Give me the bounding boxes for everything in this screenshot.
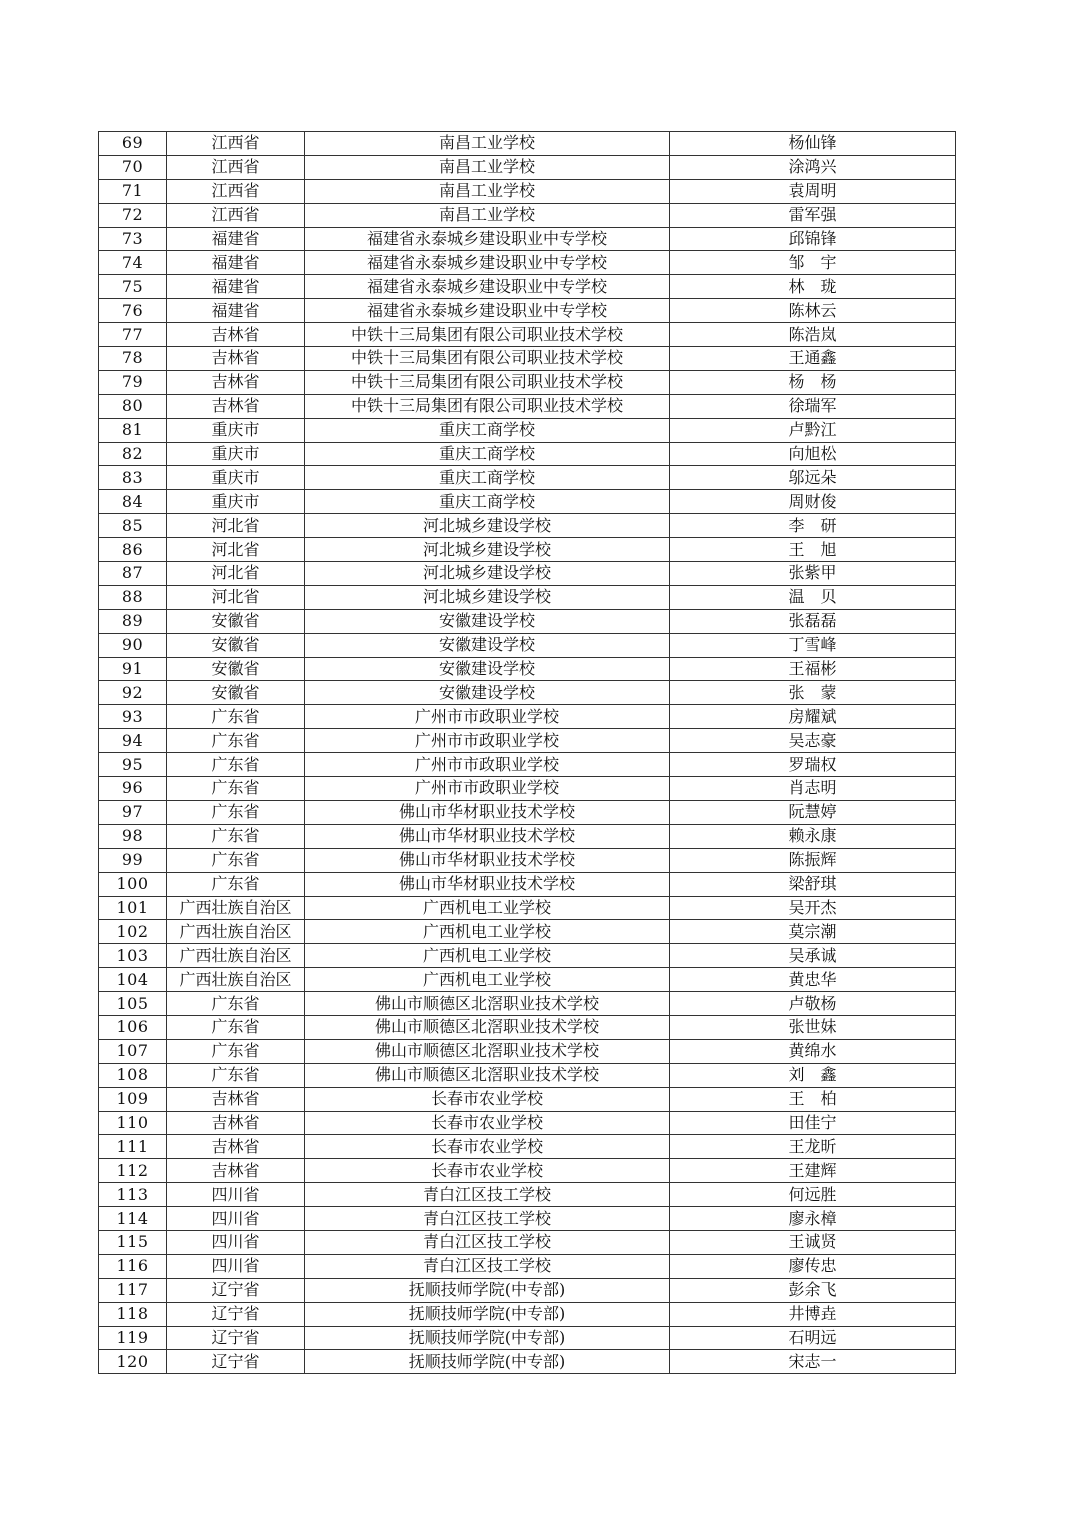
- table-row: [99, 1015, 956, 1039]
- table-row: [99, 944, 956, 968]
- school-cell: 福建省永泰城乡建设职业中专学校: [305, 275, 670, 299]
- table-row: [99, 1111, 956, 1135]
- student-name-cell: 田佳宁: [670, 1111, 956, 1135]
- row-number-cell: 84: [99, 490, 167, 514]
- row-number-cell: 80: [99, 394, 167, 418]
- province-cell: 广东省: [167, 729, 305, 753]
- table-row: [99, 1278, 956, 1302]
- table-row: [99, 347, 956, 371]
- province-cell: 广东省: [167, 1063, 305, 1087]
- province-cell: 辽宁省: [167, 1350, 305, 1374]
- school-cell: 中铁十三局集团有限公司职业技术学校: [305, 394, 670, 418]
- table-row: [99, 490, 956, 514]
- school-cell: 福建省永泰城乡建设职业中专学校: [305, 251, 670, 275]
- province-cell: 安徽省: [167, 657, 305, 681]
- province-cell: 福建省: [167, 275, 305, 299]
- table-row: [99, 394, 956, 418]
- student-name-cell: 周财俊: [670, 490, 956, 514]
- table-row: [99, 251, 956, 275]
- student-name-cell: 林 珑: [670, 275, 956, 299]
- student-name-cell: 廖永樟: [670, 1207, 956, 1231]
- table-row: [99, 753, 956, 777]
- province-cell: 吉林省: [167, 1111, 305, 1135]
- table-row: [99, 729, 956, 753]
- school-cell: 青白江区技工学校: [305, 1207, 670, 1231]
- row-number-cell: 103: [99, 944, 167, 968]
- school-cell: 抚顺技师学院(中专部): [305, 1302, 670, 1326]
- table-row: [99, 1350, 956, 1374]
- row-number-cell: 83: [99, 466, 167, 490]
- table-row: [99, 514, 956, 538]
- province-cell: 广东省: [167, 753, 305, 777]
- student-name-cell: 梁舒琪: [670, 872, 956, 896]
- province-cell: 安徽省: [167, 681, 305, 705]
- school-cell: 河北城乡建设学校: [305, 585, 670, 609]
- school-cell: 广州市市政职业学校: [305, 729, 670, 753]
- table-row: [99, 538, 956, 562]
- student-name-cell: 张紫甲: [670, 562, 956, 586]
- table-row: [99, 1207, 956, 1231]
- province-cell: 四川省: [167, 1183, 305, 1207]
- table-row: [99, 1039, 956, 1063]
- school-cell: 长春市农业学校: [305, 1135, 670, 1159]
- school-cell: 安徽建设学校: [305, 633, 670, 657]
- roster-table: [98, 131, 956, 1374]
- row-number-cell: 88: [99, 585, 167, 609]
- school-cell: 广州市市政职业学校: [305, 777, 670, 801]
- school-cell: 佛山市顺德区北滘职业技术学校: [305, 1063, 670, 1087]
- table-row: [99, 1135, 956, 1159]
- province-cell: 广西壮族自治区: [167, 896, 305, 920]
- province-cell: 福建省: [167, 251, 305, 275]
- row-number-cell: 109: [99, 1087, 167, 1111]
- table-row: [99, 920, 956, 944]
- student-name-cell: 王 柏: [670, 1087, 956, 1111]
- school-cell: 中铁十三局集团有限公司职业技术学校: [305, 323, 670, 347]
- student-name-cell: 阮慧婷: [670, 800, 956, 824]
- province-cell: 河北省: [167, 538, 305, 562]
- row-number-cell: 89: [99, 609, 167, 633]
- province-cell: 重庆市: [167, 418, 305, 442]
- student-name-cell: 刘 鑫: [670, 1063, 956, 1087]
- school-cell: 抚顺技师学院(中专部): [305, 1326, 670, 1350]
- school-cell: 佛山市华材职业技术学校: [305, 848, 670, 872]
- province-cell: 江西省: [167, 203, 305, 227]
- table-row: [99, 1254, 956, 1278]
- student-name-cell: 陈浩岚: [670, 323, 956, 347]
- student-name-cell: 王通鑫: [670, 347, 956, 371]
- province-cell: 河北省: [167, 585, 305, 609]
- student-name-cell: 黄忠华: [670, 968, 956, 992]
- table-row: [99, 323, 956, 347]
- row-number-cell: 79: [99, 370, 167, 394]
- row-number-cell: 101: [99, 896, 167, 920]
- student-name-cell: 吴承诚: [670, 944, 956, 968]
- province-cell: 广东省: [167, 800, 305, 824]
- table-row: [99, 896, 956, 920]
- student-name-cell: 卢敬杨: [670, 992, 956, 1016]
- school-cell: 河北城乡建设学校: [305, 538, 670, 562]
- school-cell: 长春市农业学校: [305, 1111, 670, 1135]
- row-number-cell: 94: [99, 729, 167, 753]
- student-name-cell: 雷军强: [670, 203, 956, 227]
- row-number-cell: 78: [99, 347, 167, 371]
- table-row: [99, 1302, 956, 1326]
- row-number-cell: 93: [99, 705, 167, 729]
- row-number-cell: 100: [99, 872, 167, 896]
- school-cell: 南昌工业学校: [305, 155, 670, 179]
- row-number-cell: 82: [99, 442, 167, 466]
- province-cell: 广东省: [167, 992, 305, 1016]
- student-name-cell: 李 研: [670, 514, 956, 538]
- row-number-cell: 116: [99, 1254, 167, 1278]
- school-cell: 佛山市华材职业技术学校: [305, 824, 670, 848]
- table-row: [99, 418, 956, 442]
- school-cell: 青白江区技工学校: [305, 1254, 670, 1278]
- school-cell: 广西机电工业学校: [305, 896, 670, 920]
- row-number-cell: 81: [99, 418, 167, 442]
- table-row: [99, 1230, 956, 1254]
- row-number-cell: 113: [99, 1183, 167, 1207]
- province-cell: 吉林省: [167, 323, 305, 347]
- student-name-cell: 赖永康: [670, 824, 956, 848]
- table-row: [99, 848, 956, 872]
- province-cell: 广西壮族自治区: [167, 968, 305, 992]
- student-name-cell: 邹 宇: [670, 251, 956, 275]
- province-cell: 广西壮族自治区: [167, 944, 305, 968]
- student-name-cell: 徐瑞军: [670, 394, 956, 418]
- table-row: [99, 562, 956, 586]
- row-number-cell: 96: [99, 777, 167, 801]
- row-number-cell: 119: [99, 1326, 167, 1350]
- table-row: [99, 992, 956, 1016]
- school-cell: 佛山市华材职业技术学校: [305, 800, 670, 824]
- student-name-cell: 丁雪峰: [670, 633, 956, 657]
- school-cell: 青白江区技工学校: [305, 1183, 670, 1207]
- school-cell: 安徽建设学校: [305, 609, 670, 633]
- table-row: [99, 633, 956, 657]
- table-row: [99, 777, 956, 801]
- row-number-cell: 107: [99, 1039, 167, 1063]
- school-cell: 广西机电工业学校: [305, 968, 670, 992]
- row-number-cell: 98: [99, 824, 167, 848]
- student-name-cell: 宋志一: [670, 1350, 956, 1374]
- school-cell: 广西机电工业学校: [305, 944, 670, 968]
- province-cell: 广东省: [167, 777, 305, 801]
- province-cell: 辽宁省: [167, 1326, 305, 1350]
- province-cell: 广东省: [167, 705, 305, 729]
- province-cell: 安徽省: [167, 633, 305, 657]
- school-cell: 重庆工商学校: [305, 418, 670, 442]
- province-cell: 吉林省: [167, 394, 305, 418]
- row-number-cell: 77: [99, 323, 167, 347]
- school-cell: 广州市市政职业学校: [305, 753, 670, 777]
- school-cell: 抚顺技师学院(中专部): [305, 1278, 670, 1302]
- table-row: [99, 872, 956, 896]
- table-row: [99, 609, 956, 633]
- province-cell: 重庆市: [167, 490, 305, 514]
- row-number-cell: 73: [99, 227, 167, 251]
- student-name-cell: 王建辉: [670, 1159, 956, 1183]
- school-cell: 南昌工业学校: [305, 179, 670, 203]
- province-cell: 吉林省: [167, 1159, 305, 1183]
- row-number-cell: 106: [99, 1015, 167, 1039]
- school-cell: 重庆工商学校: [305, 442, 670, 466]
- table-row: [99, 1326, 956, 1350]
- student-name-cell: 张磊磊: [670, 609, 956, 633]
- row-number-cell: 76: [99, 299, 167, 323]
- province-cell: 重庆市: [167, 466, 305, 490]
- student-name-cell: 何远胜: [670, 1183, 956, 1207]
- student-name-cell: 涂鸿兴: [670, 155, 956, 179]
- school-cell: 河北城乡建设学校: [305, 514, 670, 538]
- row-number-cell: 69: [99, 132, 167, 156]
- table-row: [99, 203, 956, 227]
- school-cell: 南昌工业学校: [305, 132, 670, 156]
- row-number-cell: 92: [99, 681, 167, 705]
- student-name-cell: 井博垚: [670, 1302, 956, 1326]
- student-name-cell: 王龙昕: [670, 1135, 956, 1159]
- table-row: [99, 705, 956, 729]
- school-cell: 佛山市顺德区北滘职业技术学校: [305, 1015, 670, 1039]
- school-cell: 广州市市政职业学校: [305, 705, 670, 729]
- province-cell: 广东省: [167, 872, 305, 896]
- province-cell: 辽宁省: [167, 1302, 305, 1326]
- province-cell: 江西省: [167, 179, 305, 203]
- student-name-cell: 袁周明: [670, 179, 956, 203]
- province-cell: 江西省: [167, 132, 305, 156]
- table-row: [99, 1087, 956, 1111]
- row-number-cell: 99: [99, 848, 167, 872]
- student-name-cell: 石明远: [670, 1326, 956, 1350]
- row-number-cell: 86: [99, 538, 167, 562]
- province-cell: 吉林省: [167, 347, 305, 371]
- province-cell: 重庆市: [167, 442, 305, 466]
- student-name-cell: 陈振辉: [670, 848, 956, 872]
- roster-table-body: [99, 132, 956, 1374]
- student-name-cell: 吴开杰: [670, 896, 956, 920]
- province-cell: 广东省: [167, 1039, 305, 1063]
- province-cell: 福建省: [167, 227, 305, 251]
- school-cell: 佛山市顺德区北滘职业技术学校: [305, 992, 670, 1016]
- school-cell: 佛山市顺德区北滘职业技术学校: [305, 1039, 670, 1063]
- student-name-cell: 王福彬: [670, 657, 956, 681]
- school-cell: 安徽建设学校: [305, 681, 670, 705]
- student-name-cell: 邬远朵: [670, 466, 956, 490]
- row-number-cell: 75: [99, 275, 167, 299]
- school-cell: 河北城乡建设学校: [305, 562, 670, 586]
- school-cell: 南昌工业学校: [305, 203, 670, 227]
- student-name-cell: 王 旭: [670, 538, 956, 562]
- row-number-cell: 71: [99, 179, 167, 203]
- table-row: [99, 681, 956, 705]
- province-cell: 吉林省: [167, 370, 305, 394]
- student-name-cell: 莫宗潮: [670, 920, 956, 944]
- school-cell: 佛山市华材职业技术学校: [305, 872, 670, 896]
- province-cell: 四川省: [167, 1207, 305, 1231]
- student-name-cell: 吴志豪: [670, 729, 956, 753]
- province-cell: 广东省: [167, 848, 305, 872]
- row-number-cell: 90: [99, 633, 167, 657]
- row-number-cell: 105: [99, 992, 167, 1016]
- student-name-cell: 廖传忠: [670, 1254, 956, 1278]
- row-number-cell: 70: [99, 155, 167, 179]
- table-row: [99, 179, 956, 203]
- school-cell: 福建省永泰城乡建设职业中专学校: [305, 227, 670, 251]
- school-cell: 安徽建设学校: [305, 657, 670, 681]
- table-row: [99, 370, 956, 394]
- table-row: [99, 1183, 956, 1207]
- province-cell: 广东省: [167, 1015, 305, 1039]
- school-cell: 重庆工商学校: [305, 466, 670, 490]
- student-name-cell: 房耀斌: [670, 705, 956, 729]
- table-row: [99, 442, 956, 466]
- school-cell: 青白江区技工学校: [305, 1230, 670, 1254]
- row-number-cell: 74: [99, 251, 167, 275]
- row-number-cell: 95: [99, 753, 167, 777]
- province-cell: 辽宁省: [167, 1278, 305, 1302]
- student-name-cell: 罗瑞权: [670, 753, 956, 777]
- row-number-cell: 85: [99, 514, 167, 538]
- table-row: [99, 299, 956, 323]
- table-row: [99, 275, 956, 299]
- table-row: [99, 585, 956, 609]
- table-row: [99, 1159, 956, 1183]
- table-row: [99, 968, 956, 992]
- row-number-cell: 87: [99, 562, 167, 586]
- student-name-cell: 卢黔江: [670, 418, 956, 442]
- school-cell: 广西机电工业学校: [305, 920, 670, 944]
- student-name-cell: 温 贝: [670, 585, 956, 609]
- row-number-cell: 118: [99, 1302, 167, 1326]
- table-row: [99, 800, 956, 824]
- student-name-cell: 张世妹: [670, 1015, 956, 1039]
- row-number-cell: 110: [99, 1111, 167, 1135]
- school-cell: 福建省永泰城乡建设职业中专学校: [305, 299, 670, 323]
- province-cell: 广西壮族自治区: [167, 920, 305, 944]
- student-name-cell: 杨 杨: [670, 370, 956, 394]
- province-cell: 河北省: [167, 514, 305, 538]
- row-number-cell: 112: [99, 1159, 167, 1183]
- table-row: [99, 657, 956, 681]
- school-cell: 长春市农业学校: [305, 1087, 670, 1111]
- school-cell: 抚顺技师学院(中专部): [305, 1350, 670, 1374]
- student-name-cell: 杨仙锋: [670, 132, 956, 156]
- student-name-cell: 邱锦锋: [670, 227, 956, 251]
- student-name-cell: 黄绵水: [670, 1039, 956, 1063]
- province-cell: 河北省: [167, 562, 305, 586]
- province-cell: 安徽省: [167, 609, 305, 633]
- row-number-cell: 91: [99, 657, 167, 681]
- row-number-cell: 115: [99, 1230, 167, 1254]
- province-cell: 四川省: [167, 1254, 305, 1278]
- row-number-cell: 102: [99, 920, 167, 944]
- row-number-cell: 117: [99, 1278, 167, 1302]
- province-cell: 江西省: [167, 155, 305, 179]
- table-row: [99, 466, 956, 490]
- school-cell: 重庆工商学校: [305, 490, 670, 514]
- school-cell: 长春市农业学校: [305, 1159, 670, 1183]
- row-number-cell: 97: [99, 800, 167, 824]
- row-number-cell: 111: [99, 1135, 167, 1159]
- row-number-cell: 104: [99, 968, 167, 992]
- row-number-cell: 108: [99, 1063, 167, 1087]
- table-row: [99, 132, 956, 156]
- table-row: [99, 1063, 956, 1087]
- province-cell: 吉林省: [167, 1087, 305, 1111]
- province-cell: 福建省: [167, 299, 305, 323]
- province-cell: 四川省: [167, 1230, 305, 1254]
- province-cell: 吉林省: [167, 1135, 305, 1159]
- row-number-cell: 72: [99, 203, 167, 227]
- student-name-cell: 王诚贤: [670, 1230, 956, 1254]
- row-number-cell: 114: [99, 1207, 167, 1231]
- table-row: [99, 227, 956, 251]
- table-row: [99, 824, 956, 848]
- school-cell: 中铁十三局集团有限公司职业技术学校: [305, 370, 670, 394]
- student-name-cell: 陈林云: [670, 299, 956, 323]
- school-cell: 中铁十三局集团有限公司职业技术学校: [305, 347, 670, 371]
- student-name-cell: 彭余飞: [670, 1278, 956, 1302]
- student-name-cell: 张 蒙: [670, 681, 956, 705]
- student-name-cell: 向旭松: [670, 442, 956, 466]
- row-number-cell: 120: [99, 1350, 167, 1374]
- province-cell: 广东省: [167, 824, 305, 848]
- table-row: [99, 155, 956, 179]
- student-name-cell: 肖志明: [670, 777, 956, 801]
